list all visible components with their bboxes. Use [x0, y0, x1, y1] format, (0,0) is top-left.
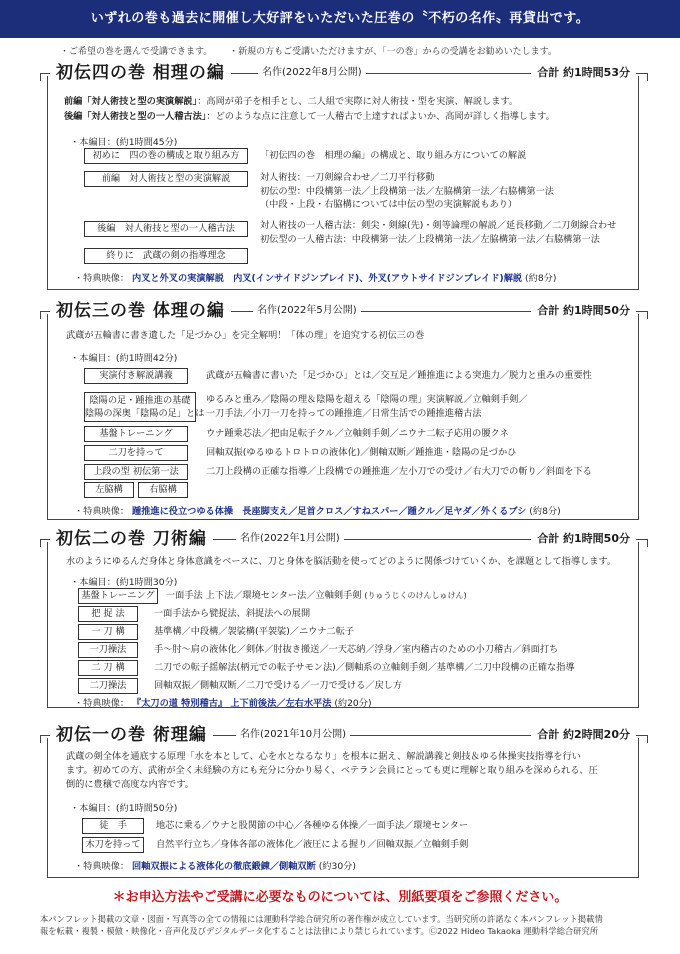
v3-label-4: 二刀を持って — [84, 445, 188, 461]
volume-1-header — [40, 724, 648, 746]
volume-1-date: 名作(2021年10月公開) — [236, 728, 350, 742]
v2-label-1: 基盤トレーニング — [78, 588, 158, 604]
volume-2-special: ・特典映像： 『太刀の道 特別稽古』 上下前後法／左右水平法 (約20分) — [74, 698, 372, 709]
v2-label-4: 一刀操法 — [78, 642, 138, 658]
volume-2-section — [47, 529, 639, 709]
volume-1-description: 武蔵の剣全体を通底する原理「水を本として、心を水となるなり」を根本に据え、解説講義と剣技＆ゆる体操実技指導を行い ます。初めての方、武術が全く未経験の方にも充分に分かり易く、ベテラン会員にとっても更に理解と取り組みを深められる、圧 倒的に豊穣で高度な内容です。 — [66, 751, 598, 790]
volume-2-curriculum: ・本編目：(約1時間30分) — [70, 577, 178, 588]
v3-label-3: 基盤トレーニング — [84, 426, 188, 442]
v2-label-2: 把 捉 法 — [78, 606, 138, 622]
volume-2-total: 合計 約1時間50分 — [531, 531, 636, 547]
volume-2-header — [40, 528, 648, 550]
application-notice: ＊お申込方法やご受講に必要なものについては、別紙要項をご参照ください。 — [112, 890, 568, 905]
v2-text-6: 回軸双振／側軸双断／二刀で受ける／一刀で受ける／戻し方 — [154, 680, 403, 691]
volume-3-special: ・特典映像： 踵推進に役立つゆる体操 長座脚支え／足首クロス／すねスパー／踵クル／足ヤダ／外くるブシ (約8分) — [74, 506, 561, 517]
volume-1-title: 初伝一の巻 術理編 — [50, 724, 213, 746]
v4-label-1: 初めに 四の巻の構成と取り組み方 — [84, 148, 248, 164]
volume-3-title: 初伝三の巻 体理の編 — [50, 300, 231, 322]
volume-4-header — [40, 62, 648, 84]
top-banner: いずれの巻も過去に開催し大好評をいただいた圧巻の〝不朽の名作〟再貸出です。 — [0, 0, 680, 38]
volume-4-description: 前編「対人術技と型の実演解説」：高岡が弟子を相手とし、二人組で実際に対人術技・型を実演、解説します。 後編「対人術技と型の一人稽古法」：どのような点に注意して一人稽古で上達すればよいか、高岡が詳しく指導します。 — [64, 96, 555, 122]
v2-label-6: 二刀操法 — [78, 678, 138, 694]
v4-label-4: 終りに 武蔵の剣の指導理念 — [84, 248, 248, 264]
v2-text-5: 二刀での転子揺解法(柄元での転子サモン法)／側軸系の立軸剣手剣／基準構／二刀中段構の正確な指導 — [154, 662, 575, 673]
v2-text-2: 一面手法から甓捉法、斜捉法への展開 — [154, 608, 311, 619]
volume-3-header — [40, 300, 648, 322]
volume-1-special: ・特典映像： 回軸双振による液体化の徹底鍛錬／側軸双断 (約30分) — [74, 861, 356, 872]
volume-3-date: 名作(2022年5月公開) — [253, 304, 361, 318]
v3-text-3: ウナ踵乗芯法／把由足転子クル／立軸剣手剣／ニウナ二転子応用の腰クネ — [206, 428, 509, 439]
volume-1-section — [47, 725, 639, 878]
v2-label-5: 二 刀 構 — [78, 660, 138, 676]
v4-label-2: 前編 対人術技と型の実演解説 — [84, 171, 248, 187]
volume-3-total: 合計 約1時間50分 — [531, 303, 636, 319]
notice-1: ・ご希望の巻を選んで受講できます。 — [60, 47, 213, 57]
volume-4-total: 合計 約1時間53分 — [531, 65, 636, 81]
v1-label-2: 木刀を持って — [82, 837, 144, 853]
v4-text-1: 「初伝四の巻 相理の編」の構成と、取り組み方についての解説 — [260, 150, 527, 161]
volume-2-description: 水のようにゆるんだ身体と身体意識をベースに、刀と身体を脳活動を使ってどのように関係づけていくか、を課題として指導します。 — [66, 556, 617, 567]
volume-4-title: 初伝四の巻 相理の編 — [50, 62, 231, 84]
v2-text-4: 手～肘～肩の液体化／剣体／肘抜き搬送／一天芯納／浮身／室内稽古のための小刀稽古／斜面打ち — [154, 644, 559, 655]
v2-text-3: 基準構／中段構／袈裟構(平袈裟)／ニウナ二転子 — [154, 626, 355, 637]
v3-label-6b: 右脇構 — [138, 482, 188, 498]
volume-1-total: 合計 約2時間20分 — [531, 727, 636, 743]
v2-label-3: 一 刀 構 — [78, 624, 138, 640]
v4-text-2: 対人術技：一刀剣線合わせ／二刀平行移動 初伝の型：中段構第一法／上段構第一法／左脇構第一法／右脇構第一法 （中段・上段・右脇構については中伝の型の実演解説もあり） — [260, 172, 554, 210]
copyright-footer: 本パンフレット掲載の文章・図面・写真等の全ての情報には運動科学総合研究所の著作権が成立しています。当研究所の許諾なく本パンフレット掲載情 報を転載・複製・模倣・映像化・音声化及びデジタルデータ化することは法律により禁じられています。Ⓒ2022 Hideo Takaoka 運動科学総合研究所 — [40, 914, 603, 936]
volume-2-date: 名作(2022年1月公開) — [236, 532, 344, 546]
volume-3-section — [47, 301, 639, 520]
volume-2-title: 初伝二の巻 刀術編 — [50, 528, 213, 550]
volume-4-special: ・特典映像： 内叉と外叉の実演解説 内叉(インサイドジンブレイド)、外叉(アウトサイドジンブレイド)解説 (約8分) — [74, 273, 557, 284]
volume-4-curriculum: ・本編目：(約1時間45分) — [70, 137, 178, 148]
volume-3-curriculum: ・本編目：(約1時間42分) — [70, 353, 178, 364]
v1-text-1: 地芯に乗る／ウナと股関節の中心／各種ゆる体操／一面手法／環境センター — [156, 820, 469, 831]
v3-text-4: 回軸双振(ゆるゆるトロトロの液体化)／側軸双断／踵推進・陰陽の足づかひ — [206, 447, 517, 458]
v3-label-2: 陰陽の足・踵推進の基礎 陰陽の深奥「陰陽の足」とは — [84, 392, 196, 422]
volume-3-description: 武蔵が五輪書に書き遺した「足づかひ」を完全解明！「体の理」を追究する初伝三の巻 — [66, 330, 425, 341]
v3-label-5: 上段の型 初伝第一法 — [84, 464, 188, 480]
notice-2: ・新規の方もご受講いただけますが、「一の巻」からの受講をお勧めいたします。 — [229, 47, 557, 57]
v4-text-3: 対人術技の一人稽古法：剣尖・剣線(先)・剣等論理の解説／延長移動／二刀剣線合わせ 初伝型の一人稽古法：中段構第一法／上段構第一法／左脇構第一法／右脇構第一法 — [260, 220, 617, 245]
v3-text-1: 武蔵が五輪書に書いた「足づかひ」とは／交互足／踵推進による突進力／脱力と重みの重要性 — [206, 370, 592, 381]
volume-4-section — [47, 63, 639, 290]
v3-label-6a: 左脇構 — [84, 482, 134, 498]
v2-text-1: 一面手法 上下法／環境センター法／立軸剣手剣 (りゅうじくのけんしゅけん) — [166, 590, 467, 601]
v4-label-3: 後編 対人術技と型の一人稽古法 — [84, 221, 248, 237]
volume-4-date: 名作(2022年8月公開) — [258, 66, 366, 80]
v3-text-5: 二刀上段構の正確な指導／上段構での踵推進／左小刀での受け／右大刀での斬り／斜面を下る — [206, 466, 592, 477]
v3-label-1: 実演付き解説講義 — [84, 368, 188, 384]
volume-1-curriculum: ・本編目：(約1時間50分) — [70, 803, 178, 814]
v1-text-2: 自然平行立ち／身体各部の液体化／液圧による握り／回軸双振／立軸剣手剣 — [156, 839, 469, 850]
notice-line — [60, 44, 571, 57]
v3-text-2: ゆるみと重み／陰陽の理＆陰陽を超える「陰陽の理」実演解説／立軸剣手剣／ 一刀手法／小刀一刀を持っての踵推進／日常生活での踵推進稽古法 — [206, 394, 528, 419]
v1-label-1: 徒 手 — [82, 818, 144, 834]
